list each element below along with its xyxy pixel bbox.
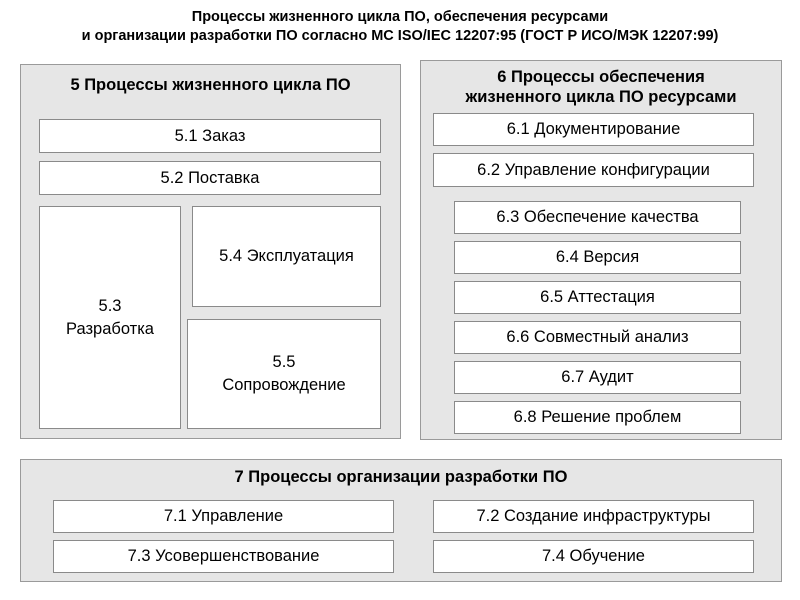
box-7-4-training: 7.4 Обучение bbox=[433, 540, 754, 573]
box-7-1-management: 7.1 Управление bbox=[53, 500, 394, 533]
box-6-4-version: 6.4 Версия bbox=[454, 241, 741, 274]
diagram-title-line2: и организации разработки ПО согласно МС ISO/IEC 12207:95 (ГОСТ Р ИСО/МЭК 12207:99) bbox=[81, 28, 719, 44]
box-6-8-problem-resolution: 6.8 Решение проблем bbox=[454, 401, 741, 434]
box-5-5-number: 5.5 bbox=[272, 353, 296, 371]
box-6-7-audit: 6.7 Аудит bbox=[454, 361, 741, 394]
box-6-5-validation: 6.5 Аттестация bbox=[454, 281, 741, 314]
box-7-2-infrastructure: 7.2 Создание инфраструктуры bbox=[433, 500, 754, 533]
box-5-1-order: 5.1 Заказ bbox=[39, 119, 381, 153]
box-5-3-development bbox=[39, 206, 181, 429]
box-5-5-label: Сопровождение bbox=[222, 376, 346, 394]
box-5-3-number: 5.3 bbox=[98, 296, 122, 315]
diagram-title-line1: Процессы жизненного цикла ПО, обеспечения ресурсами bbox=[191, 9, 609, 25]
box-6-1-documentation: 6.1 Документирование bbox=[433, 113, 754, 146]
group-6-title-line1: 6 Процессы обеспечения bbox=[497, 68, 705, 86]
box-5-2-supply: 5.2 Поставка bbox=[39, 161, 381, 195]
group-5-title: 5 Процессы жизненного цикла ПО bbox=[70, 76, 351, 94]
group-6-title-line2: жизненного цикла ПО ресурсами bbox=[465, 88, 737, 106]
box-5-3-label: Разработка bbox=[66, 319, 154, 338]
group-6-title bbox=[421, 67, 781, 107]
box-6-3-quality-assurance: 6.3 Обеспечение качества bbox=[454, 201, 741, 234]
box-5-4-operation: 5.4 Эксплуатация bbox=[192, 206, 381, 307]
box-7-3-improvement: 7.3 Усовершенствование bbox=[53, 540, 394, 573]
box-6-2-configuration-management: 6.2 Управление конфигурации bbox=[433, 153, 754, 187]
group-7-organizational-processes bbox=[20, 459, 782, 582]
diagram-title bbox=[0, 8, 800, 46]
group-6-support-processes bbox=[420, 60, 782, 440]
group-5-lifecycle-processes bbox=[20, 64, 401, 439]
box-6-6-joint-review: 6.6 Совместный анализ bbox=[454, 321, 741, 354]
group-7-title: 7 Процессы организации разработки ПО bbox=[234, 468, 568, 486]
box-5-5-maintenance bbox=[187, 319, 381, 429]
